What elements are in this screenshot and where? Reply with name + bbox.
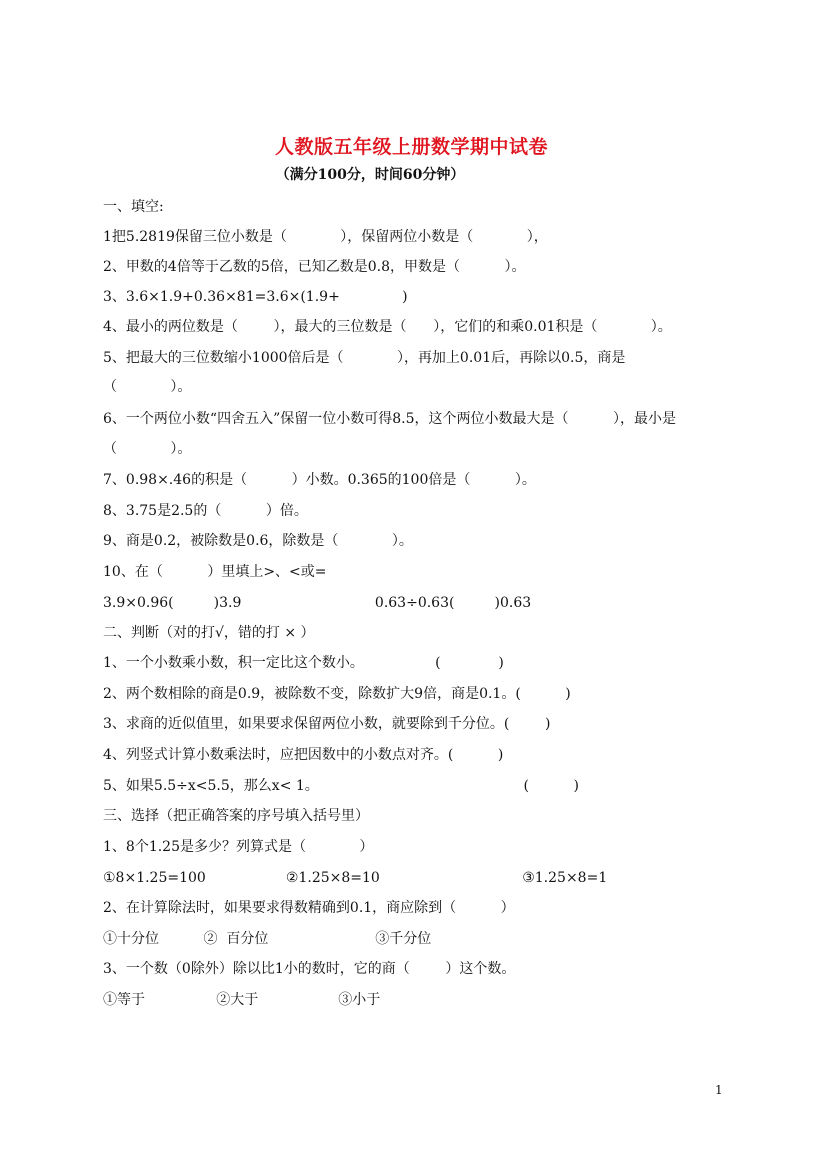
choice-item-2: 2、在计算除法时，如果要求得数精确到0.1，商应除到（ ） xyxy=(103,900,515,916)
page-title: 人教版五年级上册数学期中试卷 xyxy=(274,136,548,158)
choice-item-3-options: ①等于 ②大于 ③小于 xyxy=(103,992,381,1008)
fill-item-5: 5、把最大的三位数缩小1000倍后是（ ），再加上0.01后，再除以0.5，商是 xyxy=(103,350,626,366)
fill-item-9: 9、商是0.2，被除数是0.6，除数是（ ）。 xyxy=(103,533,413,549)
fill-item-5-cont: （ ）。 xyxy=(103,379,192,395)
fill-item-10-compare: 3.9×0.96( )3.9 0.63÷0.63( )0.63 xyxy=(103,595,532,611)
fill-item-3: 3、3.6×1.9+0.36×81=3.6×(1.9+ ) xyxy=(103,289,408,305)
judge-item-2: 2、两个数相除的商是0.9，被除数不变，除数扩大9倍，商是0.1。( ) xyxy=(103,686,571,702)
fill-item-2: 2、甲数的4倍等于乙数的5倍，已知乙数是0.8，甲数是（ ）。 xyxy=(103,259,526,275)
page-number: 1 xyxy=(715,1083,723,1097)
choice-item-2-options: ①十分位 ② 百分位 ③千分位 xyxy=(103,931,432,947)
fill-item-1: 1把5.2819保留三位小数是（ ），保留两位小数是（ ）， xyxy=(103,229,548,245)
fill-item-10: 10、在（ ）里填上>、<或= xyxy=(103,564,327,580)
fill-item-7: 7、0.98×.46的积是（ ）小数。0.365的100倍是（ ）。 xyxy=(103,472,536,488)
choice-item-1: 1、8个1.25是多少？列算式是（ ） xyxy=(103,839,374,855)
judge-item-3: 3、求商的近似值里，如果要求保留两位小数，就要除到千分位。( ) xyxy=(103,716,551,732)
choice-item-3: 3、一个数（0除外）除以比1小的数时，它的商（ ）这个数。 xyxy=(103,961,516,977)
judge-item-5: 5、如果5.5÷x<5.5，那么x< 1。 ( ) xyxy=(103,778,579,794)
page-subtitle: （满分100分，时间60分钟） xyxy=(275,167,465,183)
choice-item-1-options: ①8×1.25=100 ②1.25×8=10 ③1.25×8=1 xyxy=(103,870,608,886)
judge-item-1: 1、一个小数乘小数，积一定比这个数小。 ( ) xyxy=(103,655,504,671)
fill-item-4: 4、最小的两位数是（ ），最大的三位数是（ ），它们的和乘0.01积是（ ）。 xyxy=(103,319,672,335)
fill-item-6-cont: （ ）。 xyxy=(103,441,192,457)
fill-item-8: 8、3.75是2.5的（ ）倍。 xyxy=(103,503,308,519)
section-choice-heading: 三、选择（把正确答案的序号填入括号里） xyxy=(103,808,369,824)
fill-item-6: 6、一个两位小数“四舍五入”保留一位小数可得8.5，这个两位小数最大是（ ），最小是 xyxy=(103,411,676,427)
judge-item-4: 4、列竖式计算小数乘法时，应把因数中的小数点对齐。( ) xyxy=(103,747,504,763)
section-fill-heading: 一、填空: xyxy=(103,199,164,215)
section-judge-heading: 二、判断（对的打√，错的打 × ） xyxy=(103,625,315,641)
